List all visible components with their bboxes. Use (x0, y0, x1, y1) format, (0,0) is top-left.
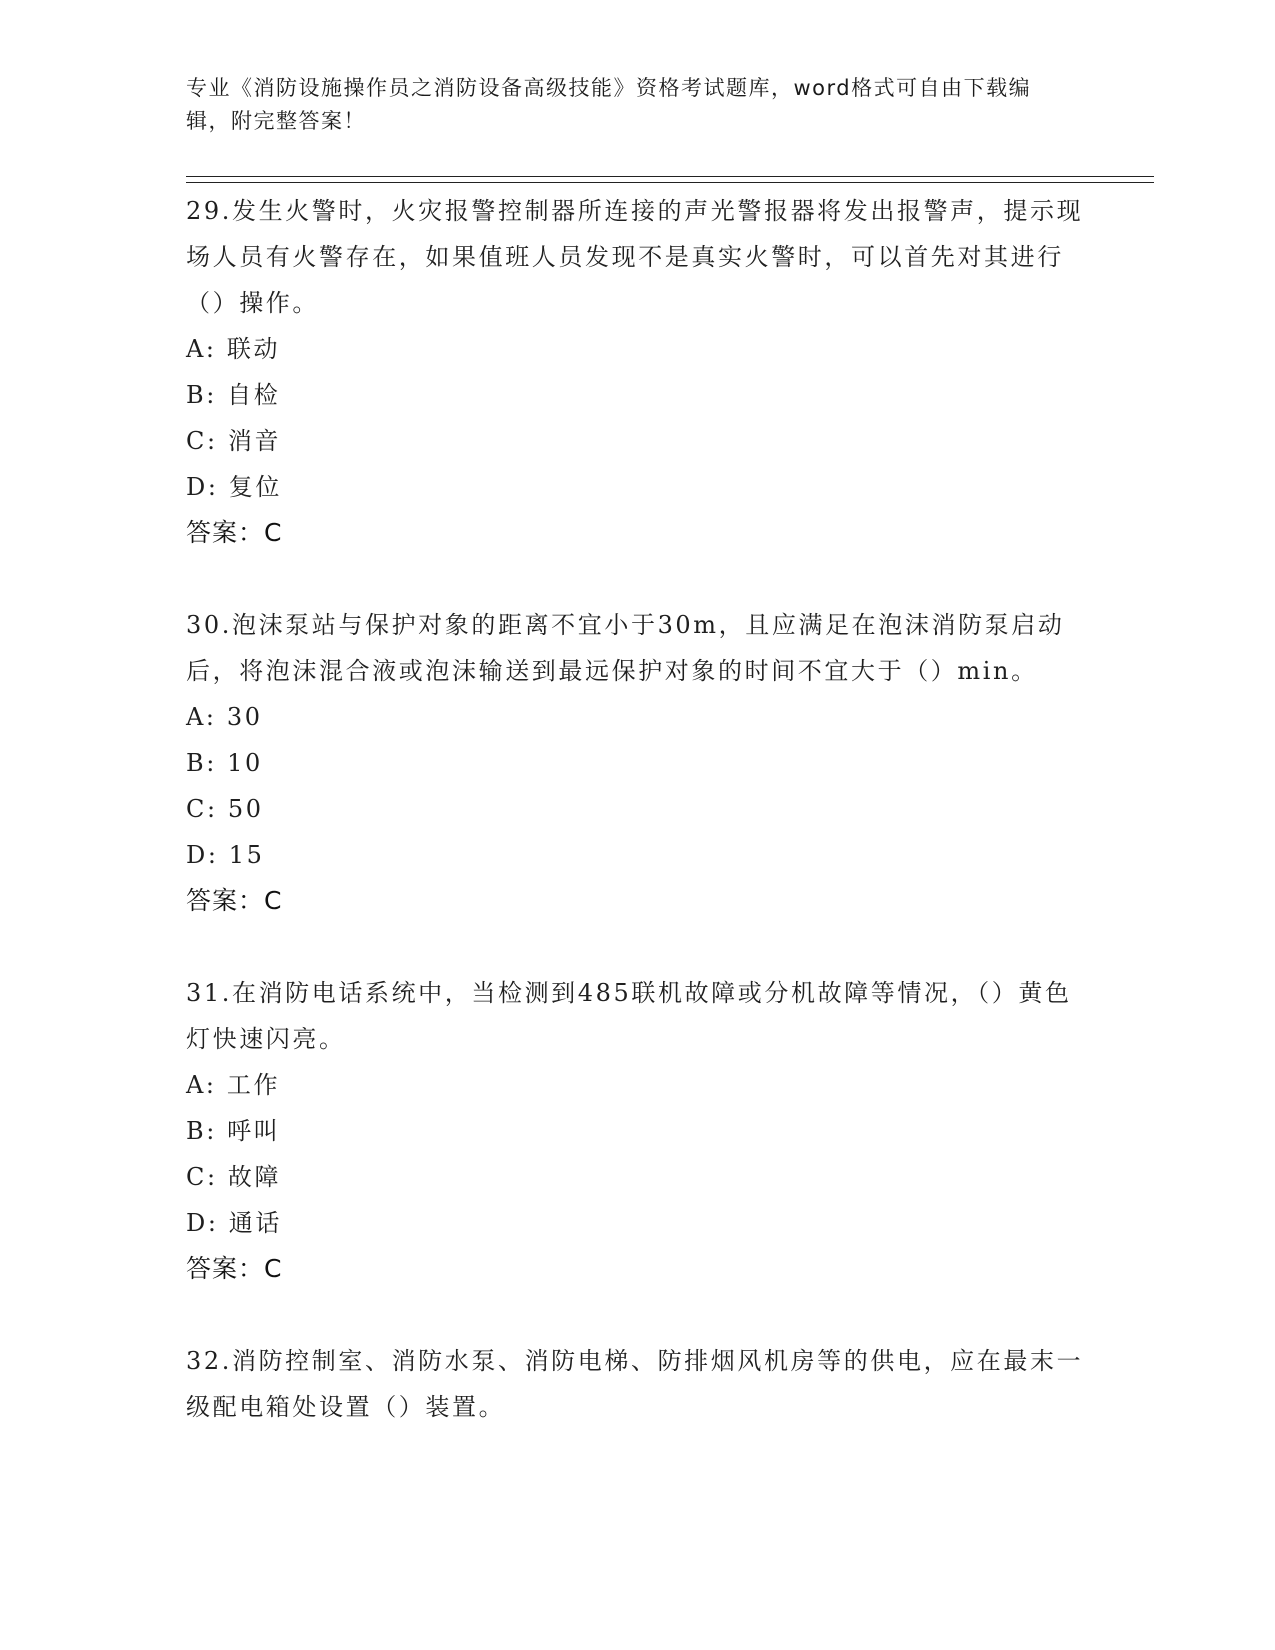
question-32 (186, 1338, 1086, 1430)
option-b: B: 呼叫 (186, 1117, 281, 1145)
option-a: A: 工作 (186, 1071, 281, 1099)
option-b: B: 10 (186, 749, 263, 777)
option-d: D: 通话 (186, 1209, 282, 1237)
option-c: C: 50 (186, 795, 264, 823)
option-b: B: 自检 (186, 381, 281, 409)
answer-label: 答案：C (186, 518, 283, 547)
question-stem: 31.在消防电话系统中，当检测到485联机故障或分机故障等情况，（）黄色灯快速闪亮。 (186, 979, 1072, 1053)
option-d: D: 复位 (186, 473, 282, 501)
question-stem: 32.消防控制室、消防水泵、消防电梯、防排烟风机房等的供电，应在最末一级配电箱处设置（）装置。 (186, 1347, 1084, 1421)
question-spacer (186, 556, 1086, 602)
header-divider-top (186, 176, 1154, 177)
option-d: D: 15 (186, 841, 265, 869)
question-list (186, 188, 1086, 1430)
option-c: C: 故障 (186, 1163, 282, 1191)
question-spacer (186, 1292, 1086, 1338)
question-stem: 30.泡沫泵站与保护对象的距离不宜小于30m，且应满足在泡沫消防泵启动后，将泡沫混合液或泡沫输送到最远保护对象的时间不宜大于（）min。 (186, 611, 1065, 685)
question-29 (186, 188, 1086, 556)
option-a: A: 30 (186, 703, 263, 731)
option-c: C: 消音 (186, 427, 282, 455)
document-header: 专业《消防设施操作员之消防设备高级技能》资格考试题库，word格式可自由下载编辑，附完整答案！ (186, 76, 1032, 133)
question-spacer (186, 924, 1086, 970)
question-stem: 29.发生火警时，火灾报警控制器所连接的声光警报器将发出报警声，提示现场人员有火警存在，如果值班人员发现不是真实火警时，可以首先对其进行（）操作。 (186, 197, 1084, 317)
answer-label: 答案：C (186, 1254, 283, 1283)
answer-label: 答案：C (186, 886, 283, 915)
question-31 (186, 970, 1086, 1292)
question-30 (186, 602, 1086, 924)
option-a: A: 联动 (186, 335, 281, 363)
header-divider-bottom (186, 182, 1154, 183)
